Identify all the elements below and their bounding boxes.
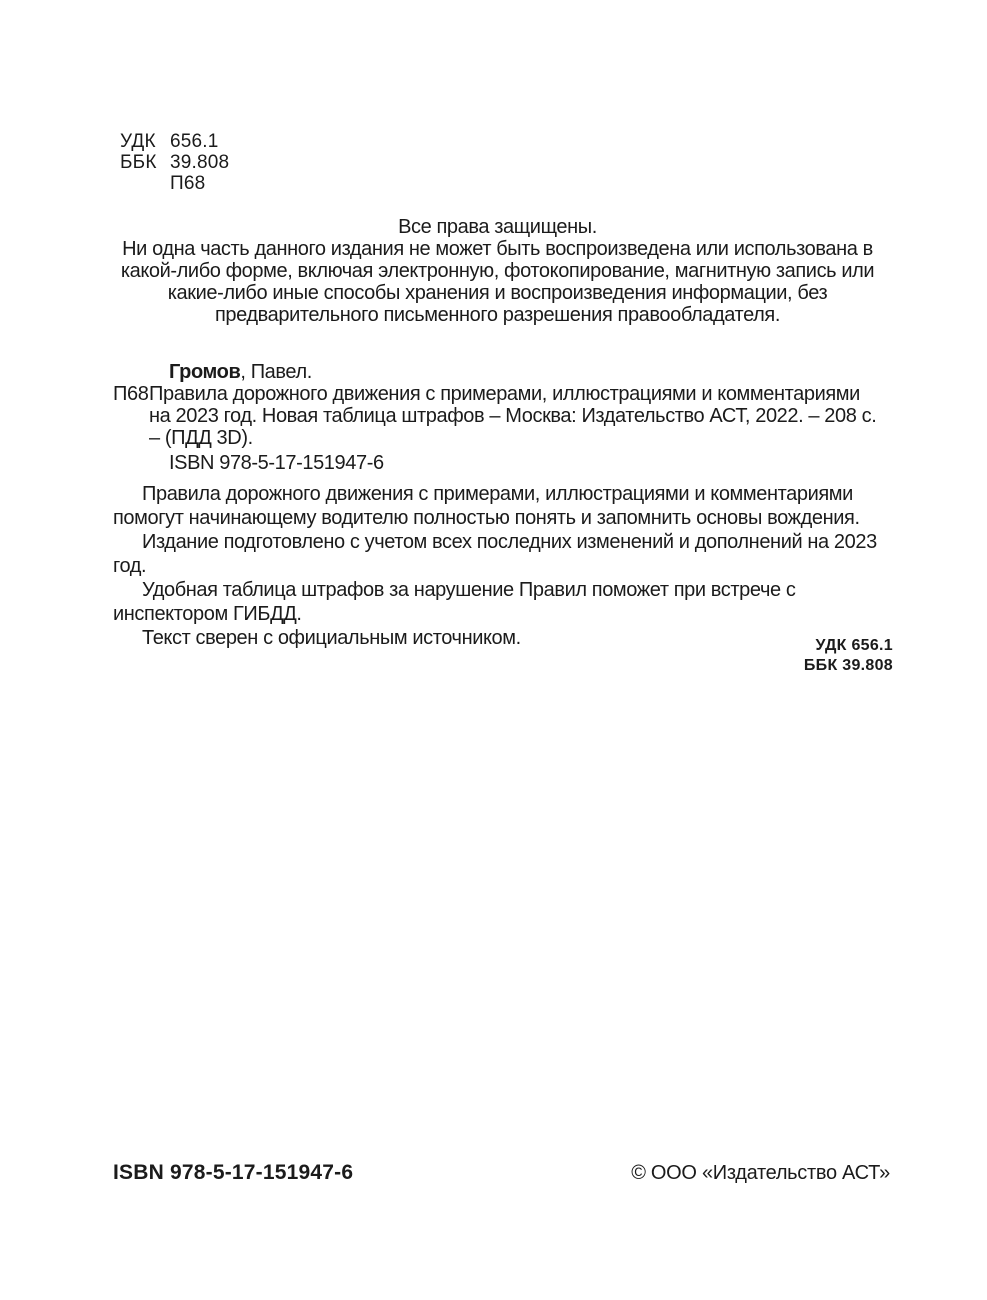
author-rest: , Павел. [240,361,312,383]
entry-description-row [113,383,885,449]
rights-title: Все права защищены. [398,216,597,238]
rights-notice [110,216,885,326]
bbk-label: ББК [120,152,157,173]
entry-description: Правила дорожного движения с примерами, иллюстрациями и комментариями на 2023 год. Новая таблица штрафов – Москва: Издательство АСТ, 2022. – 208 с. – (ПДД 3D). [149,383,877,449]
bibliographic-entry [113,361,885,474]
entry-sign: П68 [113,383,149,405]
bbk-value: 39.808 [170,152,230,173]
udk-label: УДК [120,131,156,152]
footer-copyright: © ООО «Издательство АСТ» [631,1162,890,1184]
classification-block [120,131,229,194]
author-sign: П68 [170,173,206,194]
udk-value: 656.1 [170,131,219,152]
annotation-paragraph: Правила дорожного движения с примерами, иллюстрациями и комментариями помогут начинающему водителю полностью понять и запомнить основы вождения. [113,483,860,529]
page-footer [113,1161,890,1185]
footer-bbk: ББК 39.808 [803,657,893,674]
author-surname: Громов [169,361,241,383]
annotation-paragraph: Текст сверен с официальным источником. [142,627,521,649]
annotation-paragraph: Издание подготовлено с учетом всех последних изменений и дополнений на 2023 год. [113,531,877,577]
entry-isbn: ISBN 978-5-17-151947-6 [169,452,384,474]
annotation-block [113,482,885,650]
rights-body: Ни одна часть данного издания не может быть воспроизведена или использована в какой-либо форме, включая электронную, фотокопирование, магнитную запись или какие-либо иные способы хранения и воспроизведения информации, без предварительного письменного разрешения правообладателя. [120,238,875,326]
footer-udk: УДК 656.1 [815,637,893,654]
spacer [120,173,170,194]
annotation-paragraph: Удобная таблица штрафов за нарушение Правил поможет при встрече с инспектором ГИБДД. [113,579,796,625]
author-line [169,361,885,383]
footer-isbn: ISBN 978-5-17-151947-6 [113,1161,354,1184]
classification-footer [804,636,893,676]
